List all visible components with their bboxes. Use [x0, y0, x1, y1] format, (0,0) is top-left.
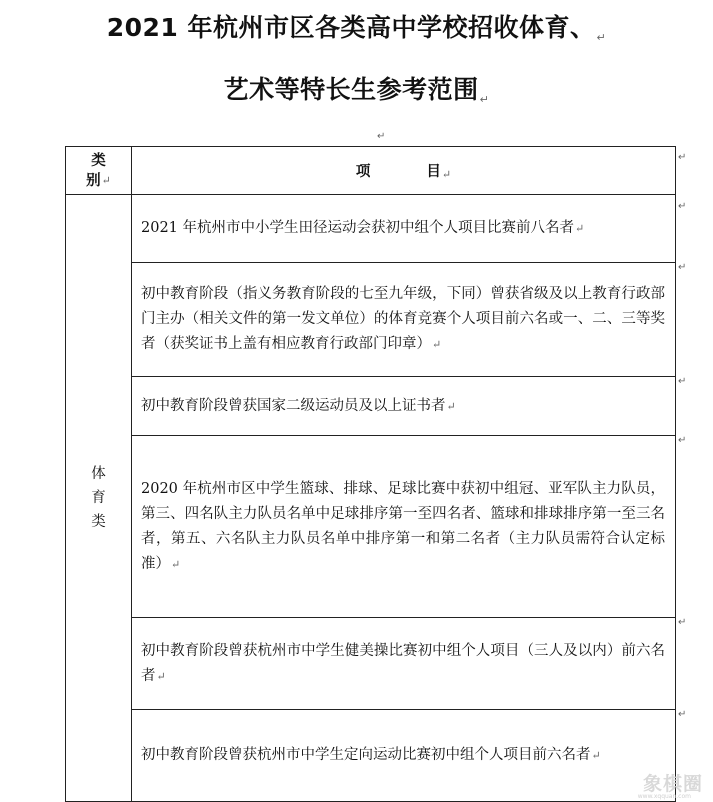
paragraph-mark-icon: ↵ — [156, 669, 166, 683]
document-title-line-2: 艺术等特长生参考范围↵ — [223, 75, 490, 106]
header-items-label-part-2: 目 — [426, 163, 441, 180]
item-cell-3: 初中教育阶段曾获国家二级运动员及以上证书者↵ — [132, 377, 676, 436]
table-row — [66, 195, 676, 263]
row-end-mark-icon: ↵ — [678, 201, 687, 212]
paragraph-mark-icon: ↵ — [377, 131, 386, 142]
paragraph-mark-icon: ↵ — [596, 31, 607, 44]
table-row — [66, 436, 676, 618]
criteria-table — [65, 146, 676, 802]
paragraph-mark-icon: ↵ — [101, 173, 111, 187]
header-category-cell — [66, 147, 132, 195]
row-end-mark-icon: ↵ — [678, 709, 687, 720]
header-items-cell — [132, 147, 676, 195]
watermark-logo: 象棋圈 — [642, 773, 703, 795]
watermark-url: www.xqquan.com — [637, 793, 691, 800]
header-category-line-2: 别↵ — [86, 171, 111, 189]
item-cell-1: 2021 年杭州市中小学生田径运动会获初中组个人项目比赛前八名者↵ — [132, 195, 676, 263]
row-end-mark-icon: ↵ — [678, 262, 687, 273]
table-row — [66, 263, 676, 377]
item-cell-2: 初中教育阶段（指义务教育阶段的七至九年级，下同）曾获省级及以上教育行政部门主办（相关文件的第一发文单位）的体育竞赛个人项目前六名或一、二、三等奖者（获奖证书上盖有相应教育行政部门印章）↵ — [132, 263, 676, 377]
table-row — [66, 377, 676, 436]
paragraph-mark-icon: ↵ — [432, 338, 442, 351]
paragraph-mark-icon: ↵ — [171, 557, 181, 571]
header-items-label-part-1: 项 — [355, 163, 371, 180]
category-cell-sports — [66, 195, 132, 802]
paragraph-mark-icon: ↵ — [575, 222, 585, 235]
table-header-row — [66, 147, 676, 195]
item-cell-5: 初中教育阶段曾获杭州市中学生健美操比赛初中组个人项目（三人及以内）前六名者↵ — [132, 618, 676, 710]
row-end-mark-icon: ↵ — [678, 376, 687, 387]
header-category-line-1: 类 — [91, 151, 106, 169]
paragraph-mark-icon: ↵ — [446, 399, 456, 413]
paragraph-mark-icon: ↵ — [441, 168, 452, 181]
paragraph-mark-icon: ↵ — [591, 749, 601, 762]
category-char-2: 育 — [91, 490, 106, 506]
paragraph-mark-icon: ↵ — [479, 93, 490, 106]
item-cell-6: 初中教育阶段曾获杭州市中学生定向运动比赛初中组个人项目前六名者↵ — [132, 710, 676, 802]
row-end-mark-icon: ↵ — [678, 617, 687, 628]
row-end-mark-icon: ↵ — [678, 435, 687, 446]
category-char-3: 类 — [91, 514, 106, 530]
table-row — [66, 618, 676, 710]
category-char-1: 体 — [91, 466, 106, 482]
row-end-mark-icon: ↵ — [678, 152, 687, 163]
item-cell-4: 2020 年杭州市区中学生篮球、排球、足球比赛中获初中组冠、亚军队主力队员，第三、四名队主力队员名单中足球排序第一至四名者、篮球和排球排序第一至三名者，第五、六名队主力队员名单中排序第一和第二名者（主力队员需符合认定标准）↵ — [132, 436, 676, 618]
table-row — [66, 710, 676, 802]
document-title-line-1: 2021 年杭州市区各类高中学校招收体育、↵ — [106, 13, 607, 44]
